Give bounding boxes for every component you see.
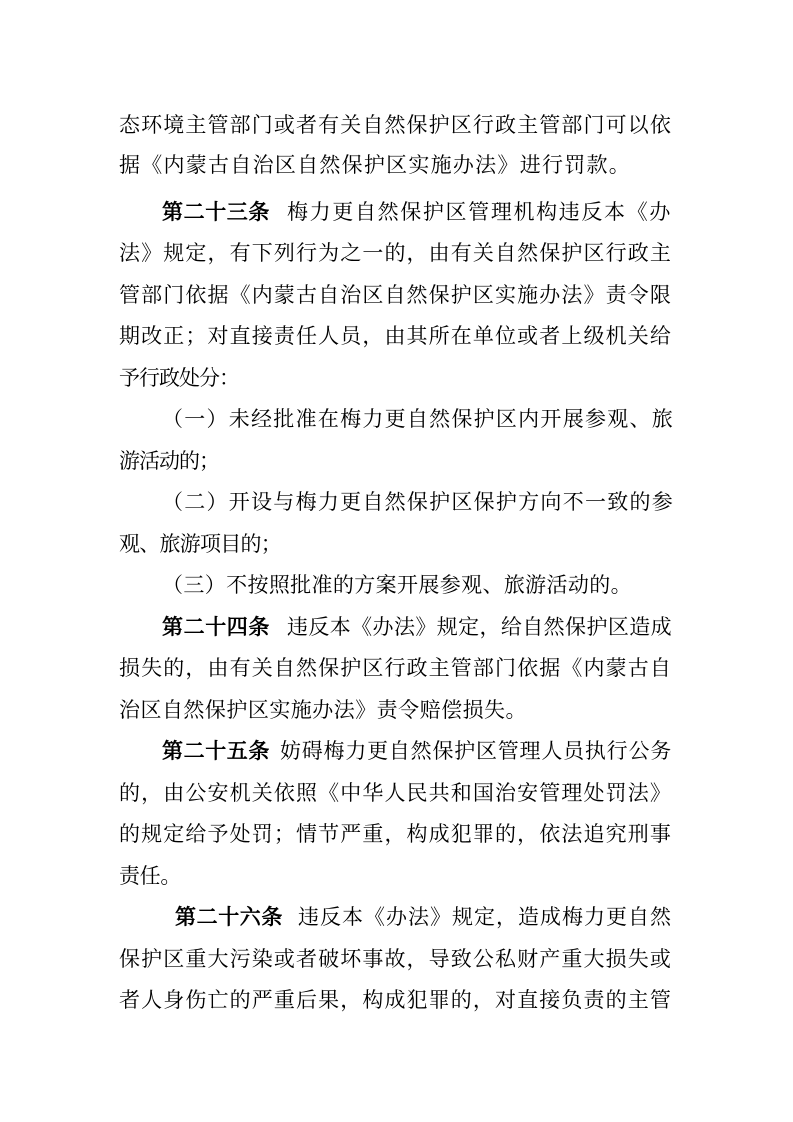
- text-line: [0, 645, 793, 691]
- line-text: 违反本《办法》规定，造成梅力更自然: [298, 905, 672, 929]
- line-text: 损失的，由有关自然保护区行政主管部门依据《内蒙古自: [119, 656, 672, 680]
- line-text: （二）开设与梅力更自然保护区保护方向不一致的参: [162, 490, 674, 514]
- text-line: [0, 770, 793, 816]
- line-text: 者人身伤亡的严重后果，构成犯罪的，对直接负责的主管: [119, 988, 672, 1012]
- article-line: [0, 189, 793, 235]
- line-text: 违反本《办法》规定，给自然保护区造成: [287, 615, 672, 639]
- article-line: [0, 728, 793, 774]
- text-line: [0, 142, 793, 188]
- line-text: 梅力更自然保护区管理机构违反本《办: [287, 200, 672, 224]
- list-item-line: [0, 479, 793, 525]
- text-line: [0, 687, 793, 733]
- article-heading: 第二十五条: [162, 739, 270, 763]
- list-item-line: [0, 562, 793, 608]
- line-text: 的规定给予处罚；情节严重，构成犯罪的，依法追究刑事: [119, 822, 672, 846]
- text-line: [0, 230, 793, 276]
- line-text: 妨碍梅力更自然保护区管理人员执行公务: [280, 739, 672, 763]
- text-line: [0, 811, 793, 857]
- text-line: [0, 313, 793, 359]
- article-heading: 第二十四条: [162, 615, 270, 639]
- line-text: 期改正；对直接责任人员，由其所在单位或者上级机关给: [119, 324, 672, 348]
- article-line: [0, 604, 793, 650]
- article-heading: 第二十六条: [175, 905, 283, 929]
- list-item-line: [0, 396, 793, 442]
- article-line: [0, 894, 793, 940]
- text-line: [0, 936, 793, 982]
- text-line: [0, 853, 793, 899]
- text-line: [0, 977, 793, 1023]
- line-text: 治区自然保护区实施办法》责令赔偿损失。: [119, 698, 527, 722]
- text-line: [0, 438, 793, 484]
- line-text: 的，由公安机关依照《中华人民共和国治安管理处罚法》: [119, 781, 672, 805]
- text-line: [0, 272, 793, 318]
- line-text: 责任。: [119, 864, 181, 888]
- line-text: 游活动的；: [119, 449, 219, 473]
- text-line: [0, 521, 793, 567]
- line-text: 态环境主管部门或者有关自然保护区行政主管部门可以依: [119, 113, 672, 137]
- line-text: 管部门依据《内蒙古自治区自然保护区实施办法》责令限: [119, 283, 672, 307]
- article-heading: 第二十三条: [162, 200, 270, 224]
- line-text: 据《内蒙古自治区自然保护区实施办法》进行罚款。: [119, 153, 631, 177]
- line-text: 法》规定，有下列行为之一的，由有关自然保护区行政主: [119, 241, 672, 265]
- text-line: [0, 355, 793, 401]
- line-text: （三）不按照批准的方案开展参观、旅游活动的。: [162, 573, 632, 597]
- line-text: 观、旅游项目的；: [119, 532, 281, 556]
- line-text: （一）未经批准在梅力更自然保护区内开展参观、旅: [162, 407, 674, 431]
- line-text: 予行政处分：: [119, 366, 239, 390]
- line-text: 保护区重大污染或者破坏事故，导致公私财产重大损失或: [119, 947, 672, 971]
